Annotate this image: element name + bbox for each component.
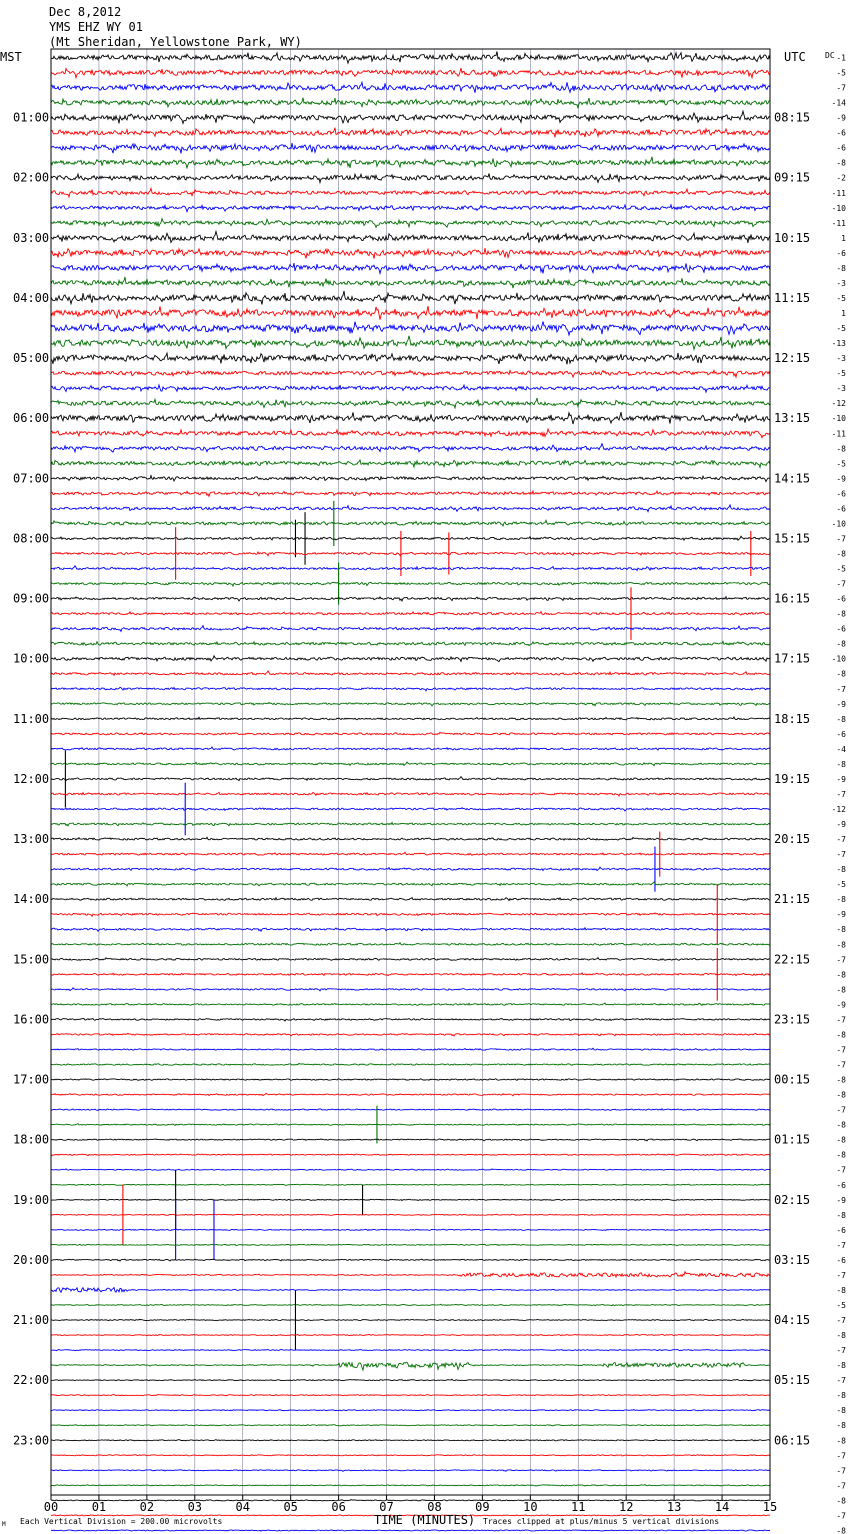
seismic-trace bbox=[51, 717, 770, 720]
clip-note: Traces clipped at plus/minus 5 vertical divisions bbox=[483, 1517, 720, 1526]
seismic-trace bbox=[51, 837, 770, 840]
left-hour-label: 12:00 bbox=[13, 771, 50, 786]
seismic-trace bbox=[51, 263, 770, 273]
seismic-trace bbox=[51, 51, 770, 63]
seismic-trace bbox=[51, 626, 770, 632]
seismic-trace bbox=[51, 205, 770, 212]
seismic-trace bbox=[51, 1019, 770, 1022]
seismic-trace bbox=[51, 1440, 770, 1441]
seismic-trace bbox=[51, 1455, 770, 1456]
dc-offset-label: -7 bbox=[836, 1376, 846, 1386]
seismic-trace bbox=[51, 1500, 770, 1501]
dc-offset-label: -9 bbox=[836, 820, 846, 830]
dc-offset-label: -3 bbox=[836, 278, 846, 288]
seismic-trace bbox=[51, 1319, 770, 1320]
seismic-trace bbox=[51, 913, 770, 916]
seismic-trace bbox=[51, 1304, 770, 1305]
seismic-trace bbox=[51, 68, 770, 78]
corner-mark: M bbox=[2, 1521, 6, 1528]
left-hour-label: 10:00 bbox=[13, 651, 50, 666]
seismic-trace bbox=[51, 656, 770, 662]
seismic-trace bbox=[51, 1184, 770, 1185]
seismic-trace bbox=[51, 882, 770, 886]
right-hour-label: 17:15 bbox=[774, 651, 811, 666]
dc-offset-label: -10 bbox=[831, 203, 846, 213]
dc-offset-label: -6 bbox=[836, 1225, 846, 1235]
dc-offset-label: -9 bbox=[836, 113, 846, 123]
seismic-trace bbox=[51, 852, 770, 855]
seismic-trace bbox=[51, 552, 770, 556]
seismic-trace bbox=[51, 82, 770, 92]
left-hour-label: 21:00 bbox=[13, 1313, 50, 1328]
dc-offset-label: -14 bbox=[831, 98, 846, 108]
dc-offset-labels bbox=[832, 54, 847, 1534]
dc-offset-label: -7 bbox=[836, 1346, 846, 1356]
seismic-traces bbox=[51, 51, 770, 1534]
seismic-trace bbox=[51, 1033, 770, 1036]
dc-offset-label: -8 bbox=[836, 1285, 846, 1295]
dc-offset-label: -7 bbox=[836, 579, 846, 589]
seismic-trace bbox=[51, 505, 770, 512]
seismic-trace bbox=[51, 671, 770, 675]
dc-offset-label: -9 bbox=[836, 1195, 846, 1205]
header-station: YMS EHZ WY 01 bbox=[49, 20, 143, 34]
dc-offset-label: -4 bbox=[836, 744, 846, 754]
dc-offset-label: -6 bbox=[836, 624, 846, 634]
right-hour-label: 15:15 bbox=[774, 531, 811, 546]
dc-offset-label: -8 bbox=[836, 1135, 846, 1145]
dc-offset-label: -7 bbox=[836, 1466, 846, 1476]
dc-offset-label: -3 bbox=[836, 354, 846, 364]
left-hour-label: 09:00 bbox=[13, 591, 50, 606]
dc-offset-label: -13 bbox=[831, 339, 846, 349]
seismic-trace bbox=[51, 928, 770, 932]
seismic-trace bbox=[51, 157, 770, 168]
right-hour-label: 02:15 bbox=[774, 1192, 811, 1207]
dc-offset-label: -8 bbox=[836, 985, 846, 995]
dc-offset-label: -8 bbox=[836, 549, 846, 559]
x-tick-label: 06 bbox=[331, 1500, 346, 1514]
dc-offset-label: -8 bbox=[836, 1210, 846, 1220]
right-hour-label: 08:15 bbox=[774, 110, 811, 125]
seismic-trace bbox=[51, 98, 770, 109]
seismic-trace bbox=[51, 1272, 770, 1277]
seismic-trace bbox=[51, 291, 770, 305]
dc-offset-label: -6 bbox=[836, 1180, 846, 1190]
dc-offset-label: -8 bbox=[836, 1436, 846, 1446]
seismic-trace bbox=[51, 1048, 770, 1050]
seismic-trace bbox=[51, 1530, 770, 1531]
right-hour-label: 06:15 bbox=[774, 1433, 811, 1448]
seismic-trace bbox=[51, 1288, 770, 1293]
dc-offset-label: -9 bbox=[836, 1000, 846, 1010]
dc-offset-label: -8 bbox=[836, 1150, 846, 1160]
dc-offset-label: -6 bbox=[836, 504, 846, 514]
right-hour-label: 16:15 bbox=[774, 591, 811, 606]
seismic-trace bbox=[51, 491, 770, 496]
x-axis-ticks bbox=[44, 1495, 777, 1514]
left-hour-label: 05:00 bbox=[13, 351, 50, 366]
dc-offset-label: -8 bbox=[836, 1090, 846, 1100]
dc-offset-label: -5 bbox=[836, 68, 846, 78]
seismic-trace bbox=[51, 188, 770, 197]
seismic-trace bbox=[51, 248, 770, 259]
dc-offset-label: -10 bbox=[831, 519, 846, 529]
seismic-trace bbox=[51, 1484, 770, 1485]
seismic-trace bbox=[51, 582, 770, 586]
dc-offset-label: -8 bbox=[836, 895, 846, 905]
dc-offset-label: -9 bbox=[836, 474, 846, 484]
x-tick-label: 01 bbox=[91, 1500, 107, 1514]
seismic-trace bbox=[51, 398, 770, 408]
seismic-trace bbox=[51, 174, 770, 183]
right-timezone-label: UTC bbox=[784, 50, 806, 64]
seismic-trace bbox=[51, 231, 770, 242]
seismic-trace bbox=[51, 520, 770, 526]
dc-offset-label: -8 bbox=[836, 1496, 846, 1506]
left-hour-label: 11:00 bbox=[13, 711, 50, 726]
seismic-trace bbox=[51, 429, 770, 438]
dc-offset-label: -10 bbox=[831, 654, 846, 664]
dc-offset-label: -8 bbox=[836, 609, 846, 619]
x-tick-label: 14 bbox=[714, 1500, 730, 1514]
dc-offset-label: -8 bbox=[836, 1075, 846, 1085]
left-hour-label: 17:00 bbox=[13, 1072, 50, 1087]
left-hour-label: 08:00 bbox=[13, 531, 50, 546]
seismic-trace bbox=[51, 611, 770, 615]
seismic-trace bbox=[51, 1349, 770, 1350]
dc-offset-label: -7 bbox=[836, 835, 846, 845]
seismic-trace bbox=[51, 111, 770, 123]
seismic-trace bbox=[51, 1425, 770, 1426]
dc-offset-label: -5 bbox=[836, 880, 846, 890]
dc-offset-label: -3 bbox=[836, 384, 846, 394]
dc-label: DC bbox=[825, 51, 835, 60]
seismic-trace bbox=[51, 762, 770, 766]
x-tick-label: 12 bbox=[618, 1500, 634, 1514]
seismic-trace bbox=[51, 641, 770, 645]
seismic-trace bbox=[51, 1093, 770, 1096]
right-hour-label: 22:15 bbox=[774, 952, 811, 967]
x-tick-label: 07 bbox=[379, 1500, 394, 1514]
x-tick-label: 09 bbox=[475, 1500, 490, 1514]
seismic-trace bbox=[51, 792, 770, 796]
right-hour-label: 18:15 bbox=[774, 711, 811, 726]
dc-offset-label: -9 bbox=[836, 774, 846, 784]
right-hour-label: 23:15 bbox=[774, 1012, 811, 1027]
left-hour-label: 16:00 bbox=[13, 1012, 50, 1027]
seismic-trace bbox=[51, 973, 770, 976]
left-hour-label: 23:00 bbox=[13, 1433, 50, 1448]
dc-offset-label: -6 bbox=[836, 729, 846, 739]
seismic-trace bbox=[51, 1394, 770, 1395]
seismic-trace bbox=[51, 219, 770, 228]
dc-offset-label: -7 bbox=[836, 955, 846, 965]
left-hour-label: 19:00 bbox=[13, 1192, 50, 1207]
seismic-trace bbox=[51, 1003, 770, 1005]
seismic-trace bbox=[51, 1229, 770, 1230]
dc-offset-label: -8 bbox=[836, 1120, 846, 1130]
seismic-trace bbox=[51, 1470, 770, 1472]
dc-offset-label: -7 bbox=[836, 789, 846, 799]
x-tick-label: 13 bbox=[666, 1500, 682, 1514]
right-hour-label: 20:15 bbox=[774, 832, 811, 847]
dc-offset-label: -8 bbox=[836, 759, 846, 769]
seismic-trace bbox=[51, 1063, 770, 1065]
dc-offset-label: -7 bbox=[836, 1165, 846, 1175]
left-hour-label: 22:00 bbox=[13, 1373, 50, 1388]
dc-offset-label: -8 bbox=[836, 444, 846, 454]
x-axis-label: TIME (MINUTES) bbox=[374, 1513, 476, 1527]
seismic-trace bbox=[51, 1362, 770, 1370]
seismic-trace bbox=[51, 277, 770, 288]
right-hour-label: 13:15 bbox=[774, 411, 811, 426]
right-hour-label: 10:15 bbox=[774, 230, 811, 245]
seismic-trace bbox=[51, 1409, 770, 1410]
seismic-trace bbox=[51, 1079, 770, 1081]
seismic-trace bbox=[51, 747, 770, 750]
dc-offset-label: -5 bbox=[836, 564, 846, 574]
dc-offset-label: -5 bbox=[836, 1300, 846, 1310]
dc-offset-label: -8 bbox=[836, 1331, 846, 1341]
dc-offset-label: -11 bbox=[831, 218, 846, 228]
dc-offset-label: -8 bbox=[836, 970, 846, 980]
right-hour-label: 04:15 bbox=[774, 1313, 811, 1328]
seismic-trace bbox=[51, 823, 770, 827]
left-timezone-label: MST bbox=[0, 50, 22, 64]
dc-offset-label: -7 bbox=[836, 1316, 846, 1326]
dc-offset-label: -8 bbox=[836, 1406, 846, 1416]
seismic-trace bbox=[51, 1379, 770, 1380]
dc-offset-label: -7 bbox=[836, 1015, 846, 1025]
seismic-trace bbox=[51, 1214, 770, 1215]
dc-offset-label: -8 bbox=[836, 925, 846, 935]
dc-offset-label: -10 bbox=[831, 414, 846, 424]
seismic-trace bbox=[51, 1335, 770, 1336]
seismic-trace bbox=[51, 128, 770, 138]
left-hour-label: 04:00 bbox=[13, 290, 50, 305]
dc-offset-label: -7 bbox=[836, 1045, 846, 1055]
dc-offset-label: -7 bbox=[836, 534, 846, 544]
seismic-trace bbox=[51, 460, 770, 467]
left-hour-label: 13:00 bbox=[13, 832, 50, 847]
seismic-trace bbox=[51, 898, 770, 901]
dc-offset-label: -6 bbox=[836, 1255, 846, 1265]
seismic-trace bbox=[51, 943, 770, 946]
left-hour-label: 15:00 bbox=[13, 952, 50, 967]
dc-offset-label: -7 bbox=[836, 684, 846, 694]
dc-offset-label: -9 bbox=[836, 910, 846, 920]
x-tick-label: 11 bbox=[571, 1500, 586, 1514]
dc-offset-label: -7 bbox=[836, 1240, 846, 1250]
left-hour-label: 02:00 bbox=[13, 170, 50, 185]
right-hour-label: 00:15 bbox=[774, 1072, 811, 1087]
dc-offset-label: -6 bbox=[836, 489, 846, 499]
dc-offset-label: -8 bbox=[836, 639, 846, 649]
left-hour-label: 20:00 bbox=[13, 1252, 50, 1267]
seismic-trace bbox=[51, 306, 770, 320]
dc-offset-label: -7 bbox=[836, 83, 846, 93]
dc-offset-label: -5 bbox=[836, 324, 846, 334]
seismic-trace bbox=[51, 702, 770, 705]
header-location: (Mt Sheridan, Yellowstone Park, WY) bbox=[49, 35, 302, 49]
dc-offset-label: -7 bbox=[836, 1105, 846, 1115]
seismic-trace bbox=[51, 1124, 770, 1126]
dc-offset-label: 1 bbox=[841, 309, 846, 319]
seismic-trace bbox=[51, 476, 770, 482]
dc-offset-label: -12 bbox=[831, 399, 846, 409]
x-tick-label: 10 bbox=[523, 1500, 538, 1514]
seismic-trace bbox=[51, 732, 770, 735]
seismic-trace bbox=[51, 370, 770, 377]
dc-offset-label: -11 bbox=[831, 429, 846, 439]
right-hour-label: 03:15 bbox=[774, 1252, 811, 1267]
seismic-trace bbox=[51, 143, 770, 154]
seismic-trace bbox=[51, 353, 770, 364]
x-tick-label: 02 bbox=[139, 1500, 155, 1514]
dc-offset-label: -8 bbox=[836, 865, 846, 875]
dc-offset-label: 1 bbox=[841, 233, 846, 243]
dc-offset-label: -8 bbox=[836, 669, 846, 679]
left-hour-label: 01:00 bbox=[13, 110, 50, 125]
left-hour-label: 06:00 bbox=[13, 411, 50, 426]
left-hour-label: 14:00 bbox=[13, 892, 50, 907]
scale-note: Each Vertical Division = 200.00 microvolts bbox=[20, 1517, 223, 1526]
left-hour-label: 18:00 bbox=[13, 1132, 50, 1147]
dc-offset-label: -7 bbox=[836, 1060, 846, 1070]
seismic-trace bbox=[51, 988, 770, 991]
seismic-trace bbox=[51, 322, 770, 336]
dc-offset-label: -8 bbox=[836, 714, 846, 724]
right-hour-label: 05:15 bbox=[774, 1373, 811, 1388]
right-hour-label: 21:15 bbox=[774, 892, 811, 907]
dc-offset-label: -8 bbox=[836, 158, 846, 168]
dc-offset-label: -8 bbox=[836, 1421, 846, 1431]
x-tick-label: 08 bbox=[427, 1500, 442, 1514]
seismic-trace bbox=[51, 867, 770, 870]
dc-offset-label: -6 bbox=[836, 128, 846, 138]
dc-offset-label: -5 bbox=[836, 459, 846, 469]
dc-offset-label: -8 bbox=[836, 940, 846, 950]
dc-offset-label: -8 bbox=[836, 1526, 846, 1534]
right-hour-label: 12:15 bbox=[774, 351, 811, 366]
dc-offset-label: -7 bbox=[836, 850, 846, 860]
seismic-trace bbox=[51, 1199, 770, 1200]
seismic-trace bbox=[51, 1154, 770, 1156]
dc-offset-label: -8 bbox=[836, 1361, 846, 1371]
seismic-trace bbox=[51, 336, 770, 350]
seismic-trace bbox=[51, 1244, 770, 1246]
seismic-trace bbox=[51, 958, 770, 961]
seismic-trace bbox=[51, 566, 770, 571]
dc-offset-label: -9 bbox=[836, 699, 846, 709]
x-tick-label: 15 bbox=[762, 1500, 778, 1514]
dc-offset-label: -2 bbox=[836, 173, 846, 183]
x-tick-label: 05 bbox=[283, 1500, 298, 1514]
left-hour-labels bbox=[13, 111, 49, 1448]
seismic-trace bbox=[51, 687, 770, 691]
left-hour-label: 07:00 bbox=[13, 471, 50, 486]
seismic-trace bbox=[51, 1139, 770, 1141]
seismic-trace bbox=[51, 597, 770, 601]
header-date: Dec 8,2012 bbox=[49, 5, 122, 19]
dc-offset-label: -8 bbox=[836, 1391, 846, 1401]
dc-offset-label: -12 bbox=[831, 805, 846, 814]
seismic-trace bbox=[51, 385, 770, 392]
seismic-trace bbox=[51, 808, 770, 811]
dc-offset-label: -8 bbox=[836, 263, 846, 273]
dc-offset-label: -11 bbox=[831, 188, 846, 198]
seismic-trace bbox=[51, 412, 770, 424]
dc-offset-label: -7 bbox=[836, 1451, 846, 1461]
x-tick-label: 00 bbox=[43, 1500, 59, 1514]
right-hour-label: 14:15 bbox=[774, 471, 811, 486]
dc-offset-label: -6 bbox=[836, 594, 846, 604]
seismic-trace bbox=[51, 1169, 770, 1170]
seismic-trace bbox=[51, 1109, 770, 1111]
dc-offset-label: -5 bbox=[836, 369, 846, 379]
dc-offset-label: -6 bbox=[836, 248, 846, 258]
x-tick-label: 03 bbox=[187, 1500, 203, 1514]
dc-offset-label: -7 bbox=[836, 1270, 846, 1280]
seismic-trace bbox=[51, 444, 770, 452]
right-hour-label: 19:15 bbox=[774, 771, 811, 786]
seismic-trace bbox=[51, 536, 770, 540]
x-tick-label: 04 bbox=[235, 1500, 250, 1514]
left-hour-label: 03:00 bbox=[13, 230, 50, 245]
dc-offset-label: -6 bbox=[836, 143, 846, 153]
dc-offset-label: -5 bbox=[836, 293, 846, 303]
right-hour-label: 11:15 bbox=[774, 290, 811, 305]
right-hour-labels bbox=[774, 111, 810, 1448]
right-hour-label: 09:15 bbox=[774, 170, 811, 185]
dc-offset-label: -7 bbox=[836, 1481, 846, 1491]
seismic-trace bbox=[51, 777, 770, 781]
seismic-trace bbox=[51, 1259, 770, 1261]
dc-offset-label: -8 bbox=[836, 1030, 846, 1040]
right-hour-label: 01:15 bbox=[774, 1132, 811, 1147]
dc-offset-label: -1 bbox=[836, 53, 846, 63]
dc-offset-label: -7 bbox=[836, 1511, 846, 1521]
